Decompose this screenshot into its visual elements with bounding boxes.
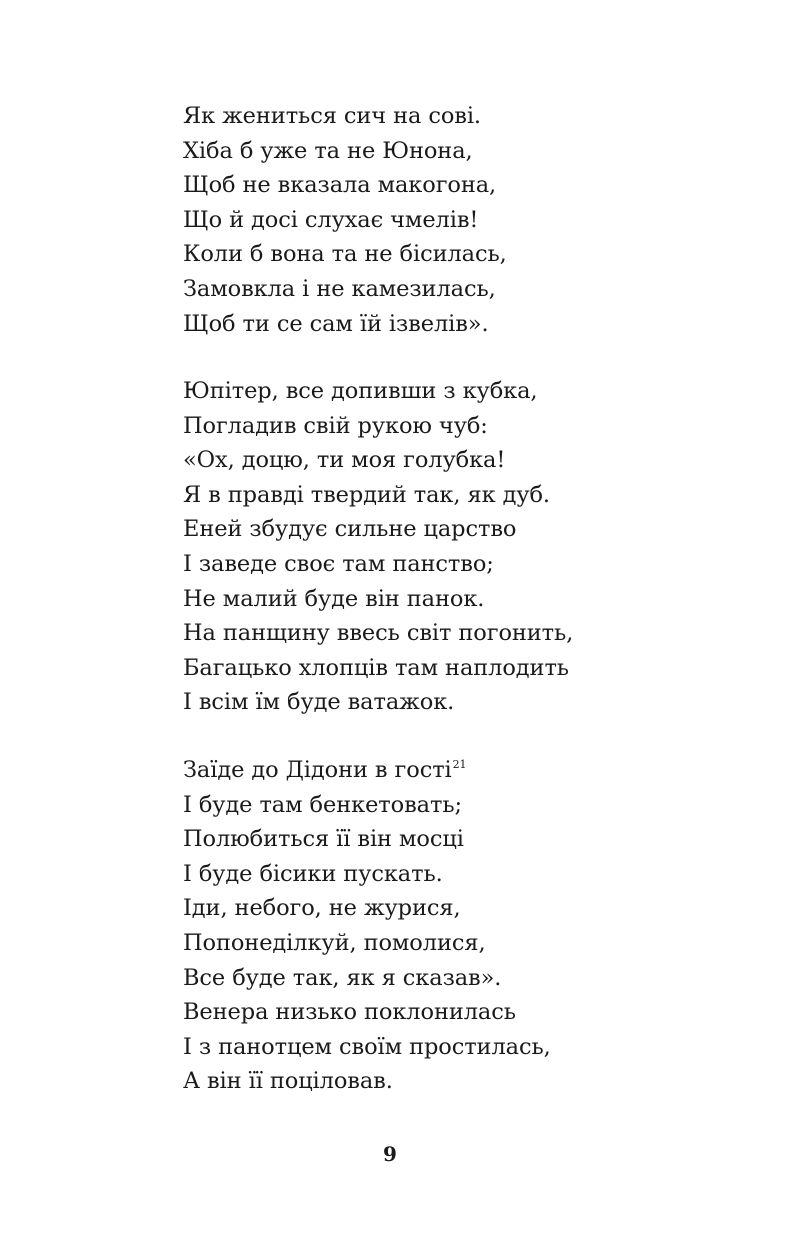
verse-line: Венера низько поклонилась xyxy=(183,999,516,1026)
verse-line-text: Заїде до Дідони в гості xyxy=(183,757,452,783)
verse-line: Багацько хлопців там наплодить xyxy=(183,654,569,681)
verse-line: Щоб не вказала макогона, xyxy=(183,172,497,199)
footnote-marker[interactable]: 21 xyxy=(452,758,467,771)
stanza-3 xyxy=(183,753,551,1099)
verse-line: А він її поціловав. xyxy=(183,1068,393,1095)
verse-line: На панщину ввесь світ погонить, xyxy=(183,620,574,647)
verse-line-with-footnote xyxy=(183,753,551,788)
stanza-2 xyxy=(183,374,573,720)
verse-line: Іди, небого, не журися, xyxy=(183,895,461,922)
verse-line: «Ох, доцю, ти моя голубка! xyxy=(183,447,506,474)
verse-line: І буде там бенкетовать; xyxy=(183,791,462,818)
verse-line: Еней збудує сильне царство xyxy=(183,516,517,543)
verse-line: Все буде так, як я сказав». xyxy=(183,964,502,991)
verse-line: Коли б вона та не бісилась, xyxy=(183,241,507,268)
verse-line: І буде бісики пускать. xyxy=(183,860,443,887)
verse-line: Що й досі слухає чмелів! xyxy=(183,206,479,233)
verse-line: Я в правді твердий так, як дуб. xyxy=(183,481,550,508)
verse-line: І з панотцем своїм простилась, xyxy=(183,1033,551,1060)
verse-line: Замовкла і не камезилась, xyxy=(183,275,496,302)
verse-line: Як жениться сич на сові. xyxy=(183,103,481,129)
page-number: 9 xyxy=(383,1142,397,1166)
verse-line: Попонеділкуй, помолися, xyxy=(183,929,486,956)
verse-line: Не малий буде він панок. xyxy=(183,585,485,612)
verse-line: Погладив свій рукою чуб: xyxy=(183,412,488,439)
verse-line: І заведе своє там панство; xyxy=(183,550,494,577)
verse-line: І всім їм буде ватажок. xyxy=(183,689,455,716)
verse-line: Хіба б уже та не Юнона, xyxy=(183,137,473,164)
verse-line: Юпітер, все допивши з кубка, xyxy=(183,378,538,404)
verse-line: Щоб ти се сам їй ізвелів». xyxy=(183,310,489,337)
stanza-1 xyxy=(183,99,507,341)
verse-line: Полюбиться її він мосці xyxy=(183,826,464,853)
